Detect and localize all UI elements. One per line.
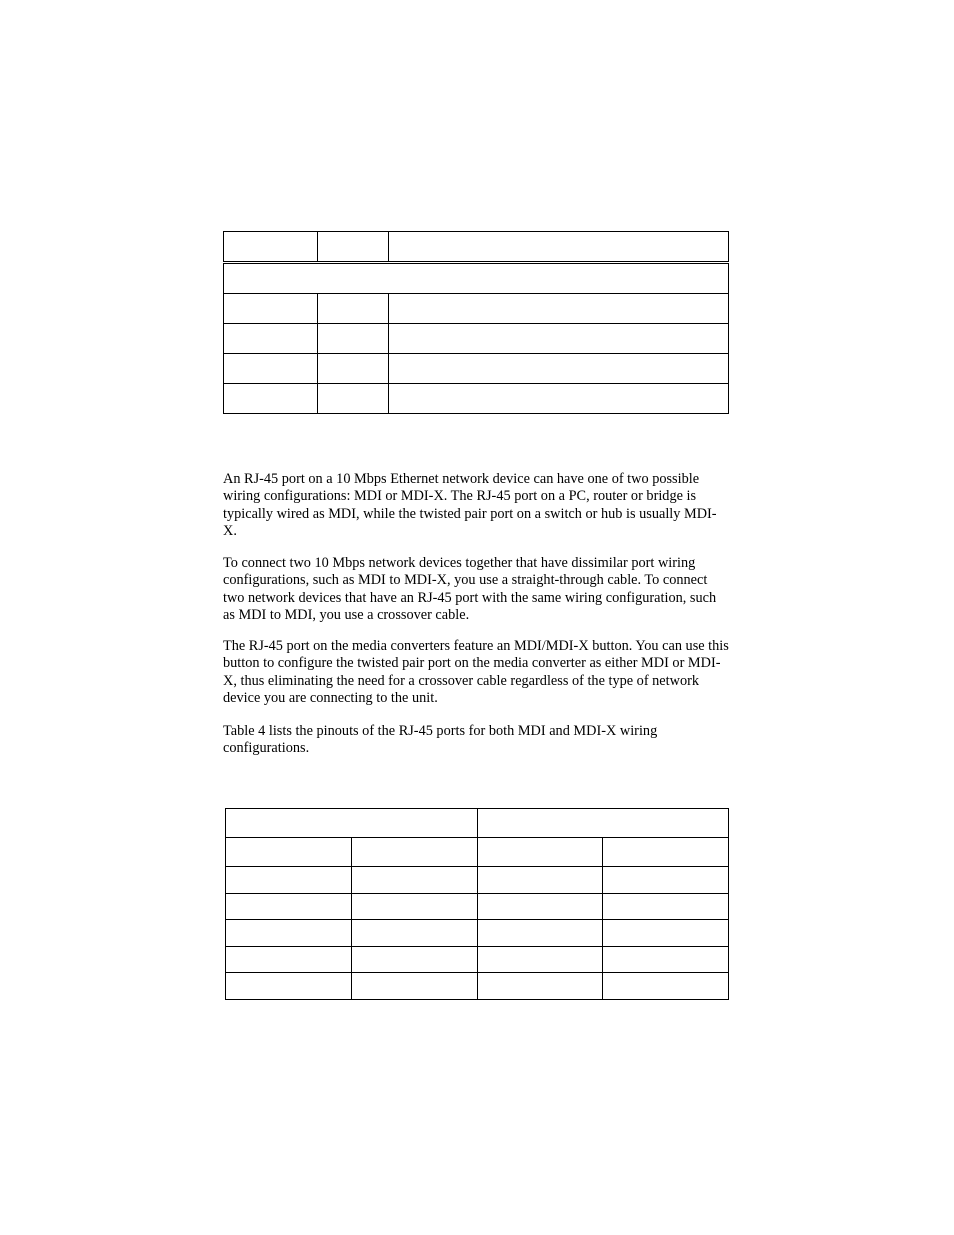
table-cell <box>389 354 729 384</box>
table-header-row <box>226 838 729 867</box>
table-cell <box>318 232 389 263</box>
table-cell <box>603 920 729 947</box>
table-cell <box>318 294 389 324</box>
table-cell <box>224 354 318 384</box>
table-cell <box>318 324 389 354</box>
table-cell <box>603 893 729 920</box>
table-cell <box>226 838 352 867</box>
table-row <box>224 324 729 354</box>
table-cell <box>226 946 352 973</box>
table-cell <box>477 946 603 973</box>
table-cell <box>477 920 603 947</box>
table-cell <box>318 384 389 414</box>
table-row <box>224 354 729 384</box>
body-paragraph: To connect two 10 Mbps network devices together that have dissimilar port wiring configurations, such as MDI to MDI-X, you use a straight-through cable. To connect two network devices that have an RJ-45 port with the same wiring configuration, such as MDI to MDI, you use a crossover cable. <box>223 555 717 624</box>
table-row <box>226 920 729 947</box>
table-row <box>224 384 729 414</box>
table-header-row <box>224 232 729 263</box>
body-paragraph: The RJ-45 port on the media converters feature an MDI/MDI-X button. You can use this button to configure the twisted pair port on the media converter as either MDI or MDI-X, thus eliminating the need for a crossover cable regardless of the type of network device you are connecting to the unit. <box>223 638 729 707</box>
table-cell <box>226 920 352 947</box>
table-cell <box>224 324 318 354</box>
table-row <box>226 867 729 894</box>
table-cell <box>477 867 603 894</box>
table-cell <box>226 867 352 894</box>
table-cell <box>389 324 729 354</box>
table-cell <box>351 867 477 894</box>
table-cell <box>318 354 389 384</box>
table-cell <box>224 263 729 294</box>
table-cell <box>226 809 478 838</box>
table-row <box>224 263 729 294</box>
table-cell <box>226 973 352 1000</box>
table-cell <box>351 838 477 867</box>
table-row <box>226 946 729 973</box>
table-cell <box>603 946 729 973</box>
table-cell <box>224 294 318 324</box>
table-header-row <box>226 809 729 838</box>
table-cell <box>477 809 729 838</box>
table-cell <box>477 838 603 867</box>
table-cell <box>477 973 603 1000</box>
table-cell <box>224 384 318 414</box>
table-cell <box>351 973 477 1000</box>
body-paragraph: An RJ-45 port on a 10 Mbps Ethernet network device can have one of two possible wiring configurations: MDI or MDI-X. The RJ-45 port on a PC, router or bridge is typically wired as MDI, while the twisted pair port on a switch or hub is usually MDI-X. <box>223 471 717 540</box>
body-paragraph: Table 4 lists the pinouts of the RJ-45 ports for both MDI and MDI-X wiring configurations. <box>223 723 658 757</box>
table-cell <box>603 838 729 867</box>
table-row <box>224 294 729 324</box>
table-cell <box>389 232 729 263</box>
pinout-table <box>225 808 729 1000</box>
table-cell <box>351 946 477 973</box>
table-row <box>226 973 729 1000</box>
led-table <box>223 231 729 414</box>
table-cell <box>224 232 318 263</box>
table-row <box>226 893 729 920</box>
table-cell <box>603 867 729 894</box>
table-cell <box>477 893 603 920</box>
table-cell <box>603 973 729 1000</box>
table-cell <box>351 920 477 947</box>
table-cell <box>351 893 477 920</box>
table-cell <box>389 384 729 414</box>
table-cell <box>389 294 729 324</box>
table-cell <box>226 893 352 920</box>
